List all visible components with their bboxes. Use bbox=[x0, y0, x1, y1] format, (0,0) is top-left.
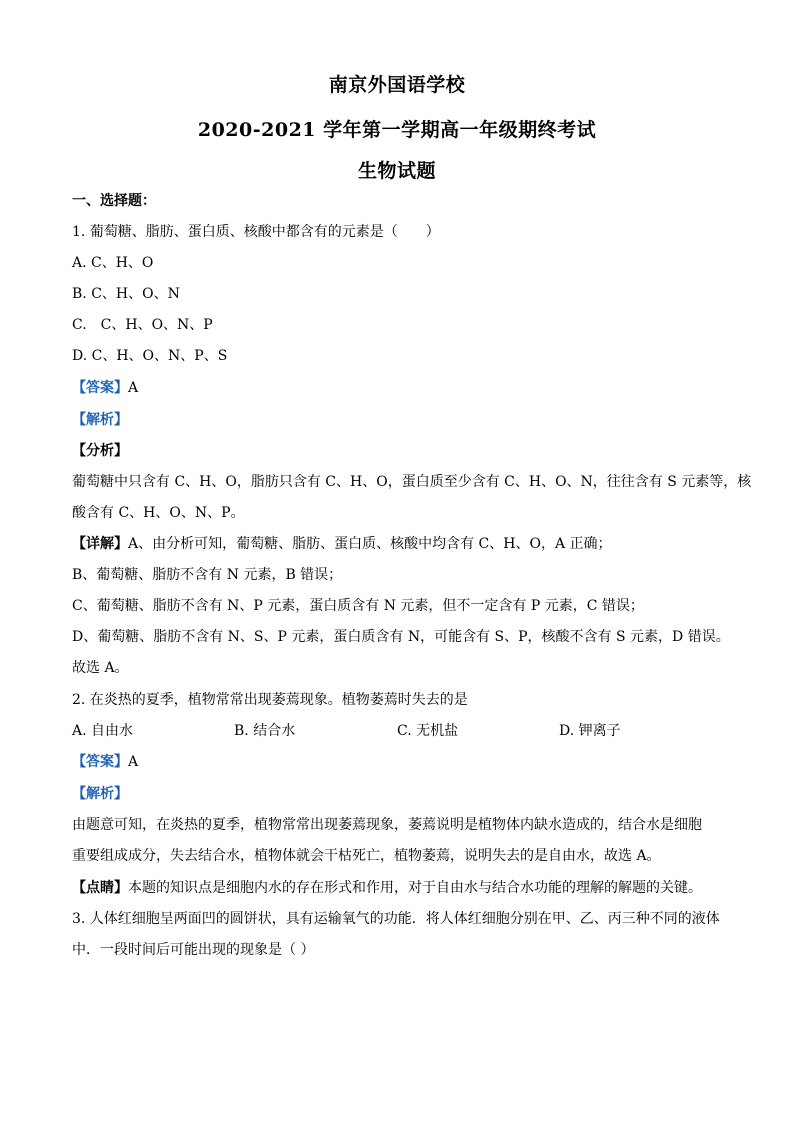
answer-value: A bbox=[128, 754, 139, 770]
q2-dianjing bbox=[72, 878, 732, 898]
q2-explain-line-1: 由题意可知，在炎热的夏季，植物常常出现萎蔫现象，萎蔫说明是植物体内缺水造成的，结合水是细胞 bbox=[72, 817, 702, 833]
q1-answer bbox=[72, 378, 732, 398]
q2-option-d: D. 钾离子 bbox=[559, 723, 621, 739]
exam-title: 2020-2021 学年第一学期高一年级期终考试 bbox=[197, 119, 597, 141]
q2-jiexi bbox=[72, 784, 732, 804]
q1-option-c: C. C、H、O、N、P bbox=[72, 317, 213, 333]
subject-title: 生物试题 bbox=[357, 160, 436, 182]
answer-value: A bbox=[128, 380, 139, 396]
answer-label: 【答案】 bbox=[72, 380, 128, 396]
detail-a-text: A、由分析可知，葡萄糖、脂肪、蛋白质、核酸中均含有 C、H、O，A 正确； bbox=[128, 536, 612, 552]
q1-option-b: B. C、H、O、N bbox=[72, 286, 180, 302]
q1-stem: 1. 葡萄糖、脂肪、蛋白质、核酸中都含有的元素是（ ） bbox=[72, 224, 440, 240]
q2-option-b: B. 结合水 bbox=[234, 723, 296, 739]
fenxi-label: 【分析】 bbox=[72, 443, 128, 459]
q1-analysis-line-1: 葡萄糖中只含有 C、H、O，脂肪只含有 C、H、O，蛋白质至少含有 C、H、O、N，往往含有 S 元素等，核 bbox=[72, 474, 752, 490]
q2-option-a: A. 自由水 bbox=[72, 723, 134, 739]
q2-stem: 2. 在炎热的夏季，植物常常出现萎蔫现象。植物萎蔫时失去的是 bbox=[72, 692, 468, 708]
q1-detail-d: D、葡萄糖、脂肪不含有 N、S、P 元素，蛋白质含有 N，可能含有 S、P，核酸不含有 S 元素，D 错误。 bbox=[72, 629, 730, 645]
q1-analysis-line-2: 酸含有 C、H、O、N、P。 bbox=[72, 505, 245, 521]
answer-label: 【答案】 bbox=[72, 754, 128, 770]
q2-option-c: C. 无机盐 bbox=[397, 723, 459, 739]
dianjing-text: 本题的知识点是细胞内水的存在形式和作用，对于自由水与结合水功能的理解的解题的关键。 bbox=[128, 880, 702, 896]
section-heading: 一、选择题： bbox=[72, 193, 156, 209]
dianjing-label: 【点睛】 bbox=[72, 880, 128, 896]
q1-detail-c: C、葡萄糖、脂肪不含有 N、P 元素，蛋白质含有 N 元素，但不一定含有 P 元素，C 错误； bbox=[72, 598, 644, 614]
q2-explain-line-2: 重要组成成分，失去结合水，植物体就会干枯死亡，植物萎蔫，说明失去的是自由水，故选 A。 bbox=[72, 848, 661, 864]
q1-jiexi bbox=[72, 410, 732, 430]
q1-option-a: A. C、H、O bbox=[72, 255, 154, 271]
q1-conclusion: 故选 A。 bbox=[72, 660, 129, 676]
school-title: 南京外国语学校 bbox=[328, 74, 466, 96]
jiexi-label: 【解析】 bbox=[72, 412, 128, 428]
q3-stem-line-2: 中．一段时间后可能出现的现象是（ ） bbox=[72, 942, 315, 958]
q2-answer bbox=[72, 752, 732, 772]
q1-detail-b: B、葡萄糖、脂肪不含有 N 元素，B 错误； bbox=[72, 567, 343, 583]
q1-detail-a bbox=[72, 534, 732, 554]
q1-option-d: D. C、H、O、N、P、S bbox=[72, 348, 228, 364]
jiexi-label: 【解析】 bbox=[72, 786, 128, 802]
detail-label: 【详解】 bbox=[72, 536, 128, 552]
q3-stem-line-1: 3. 人体红细胞呈两面凹的圆饼状，具有运输氧气的功能．将人体红细胞分别在甲、乙、丙三种不同的液体 bbox=[72, 911, 720, 927]
q1-fenxi bbox=[72, 441, 732, 461]
